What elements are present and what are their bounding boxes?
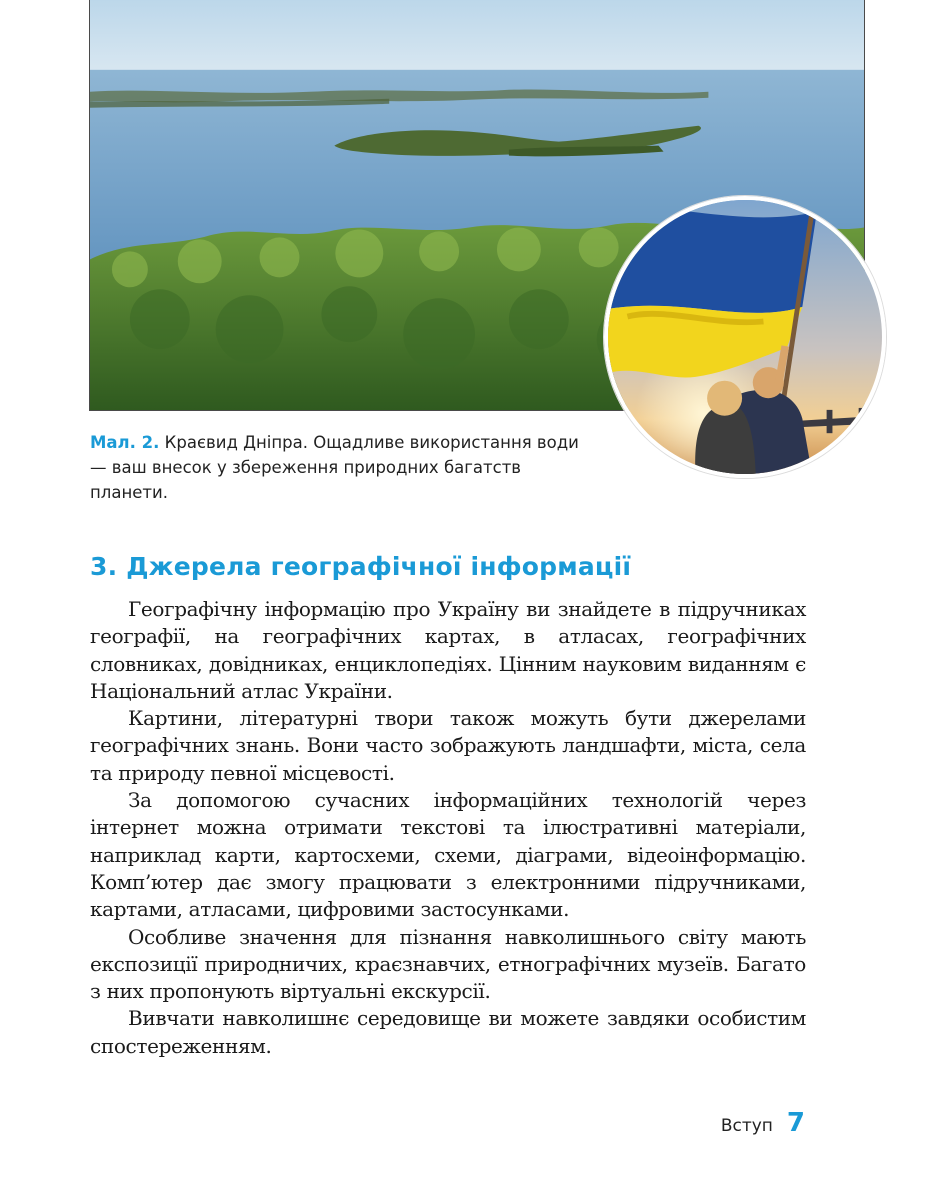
page-number: 7 <box>786 1108 805 1138</box>
paragraph: Географічну інформацію про Україну ви знайдете в підручниках географії, на географічних картах, в атласах, географічних словниках, довідниках, енциклопедіях. Цінним науковим виданням є Національний атлас України. <box>90 597 806 703</box>
footer-section-name: Вступ <box>720 1116 773 1136</box>
section-heading: 3. Джерела географічної інформації <box>90 552 632 581</box>
paragraph: Картини, літературні твори також можуть бути джерелами географічних знань. Вони часто зображують ландшафти, міста, села та природу певної місцевості. <box>90 706 806 785</box>
figure-caption-text: Краєвид Дніпра. Ощадливе використання води — ваш внесок у збереження природних багатств планети. <box>90 433 579 502</box>
figure-caption <box>90 430 590 505</box>
paragraph: За допомогою сучасних інформаційних технологій через інтернет можна отримати текстові та ілюстративні матеріали, наприклад карти, картосхеми, схеми, діаграми, відеоінформацію. Комп’ютер дає змогу працювати з електронними підручниками, картами, атласами, цифровими застосунками. <box>90 788 806 922</box>
ukrainian-flag-photo <box>604 196 886 478</box>
paragraph: Особливе значення для пізнання навколишнього світу мають експозиції природничих, краєзнавчих, етнографічних музеїв. Багато з них пропонують віртуальні екскурсії. <box>90 924 806 1004</box>
figure-label: Мал. 2. <box>90 433 160 452</box>
paragraph: Вивчати навколишнє середовище ви можете завдяки особистим спостереженням. <box>90 1006 806 1058</box>
page-footer <box>721 1108 805 1138</box>
section-body <box>90 596 806 1060</box>
